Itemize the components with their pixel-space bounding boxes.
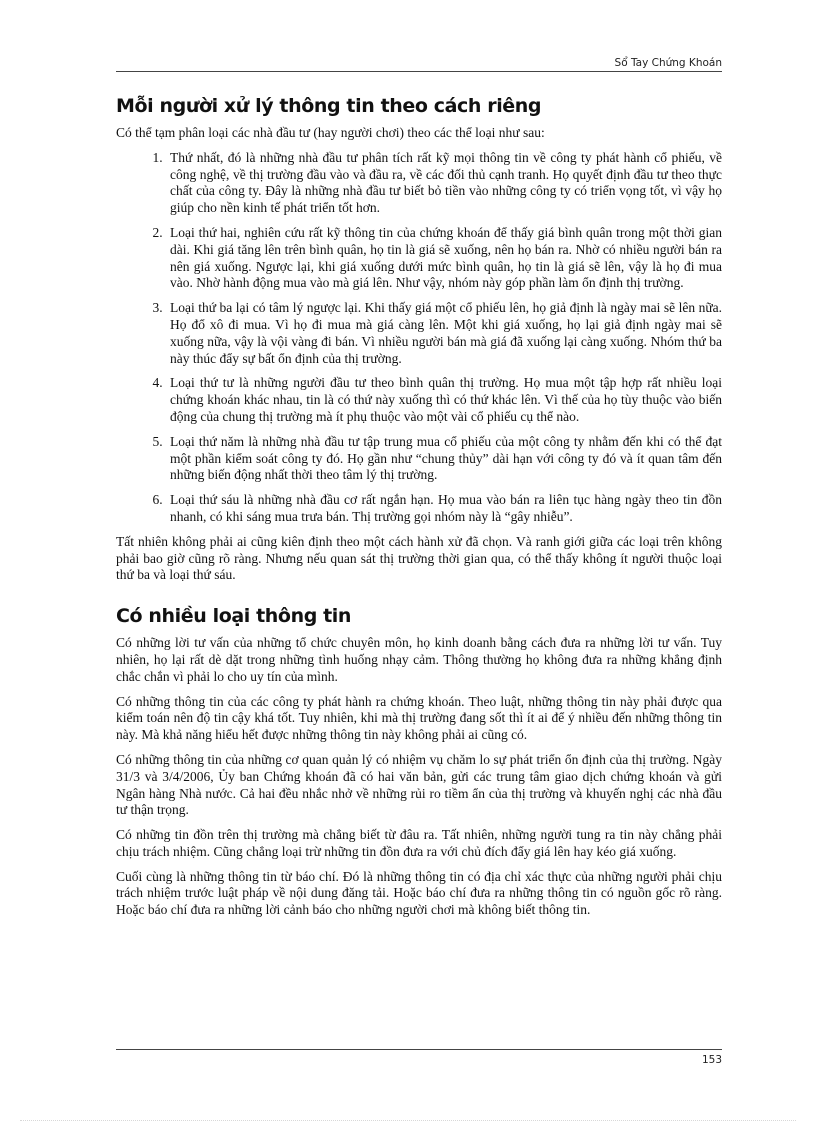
section-1-intro: Có thể tạm phân loại các nhà đầu tư (hay người chơi) theo các thể loại như sau: — [116, 125, 545, 140]
running-header: Sổ Tay Chứng Khoán — [614, 57, 722, 69]
paragraph: Có những lời tư vấn của những tổ chức chuyên môn, họ kinh doanh bằng cách đưa ra những lời tư vấn. Tuy nhiên, họ lại rất dè dặt trong những tình huống nhạy cảm. Thông thường họ không đưa ra những khẳng định chắc chắn vì phải lo cho uy tín của mình. — [116, 635, 722, 684]
list-item: 5. Loại thứ năm là những nhà đầu tư tập trung mua cổ phiếu của một công ty nhằm đến khi có thể đạt một phần kiểm soát công ty đó. Họ gần như “chung thủy” dài hạn với công ty đó và ít quan tâm đến những biến động nhất thời theo tâm lý thị trường. — [166, 434, 722, 484]
paragraph: Có những thông tin của các công ty phát hành ra chứng khoán. Theo luật, những thông tin này phải được qua kiểm toán nên độ tin cậy khá tốt. Tuy nhiên, khi mà thị trường đang sốt thì ít ai để ý nhiều đến những thông tin này. Mà khả năng hiểu hết được những thông tin này không phải ai cũng có. — [116, 693, 722, 743]
list-item: 1. Thứ nhất, đó là những nhà đầu tư phân tích rất kỹ mọi thông tin về công ty phát hành cổ phiếu, về công nghệ, về thị trường đầu vào và đầu ra, về các đối thủ cạnh tranh. Họ quyết định đầu tư theo thực chất của công ty. Đây là những nhà đầu tư biết bỏ tiền vào những công ty có triển vọng tốt, vì vậy họ giúp cho nền kinh tế phát triển tốt hơn. — [166, 150, 722, 217]
section-heading-1: Mỗi người xử lý thông tin theo cách riêng — [116, 95, 542, 117]
paragraph: Có những thông tin của những cơ quan quản lý có nhiệm vụ chăm lo sự phát triển ổn định của thị trường. Ngày 31/3 và 3/4/2006, Ủy ban Chứng khoán đã có hai văn bản, gửi các trung tâm giao dịch chứng khoán và gửi Ngân hàng Nhà nước. Cả hai đều nhắc nhở về những rủi ro tiềm ẩn của thị trường và khuyến nghị các nhà đầu tư thận trọng. — [116, 751, 722, 818]
page-edge-divider — [20, 1120, 796, 1121]
section-1-closing: Tất nhiên không phải ai cũng kiên định theo một cách hành xử đã chọn. Và ranh giới giữa các loại trên không phải bao giờ cũng rõ ràng. Nhưng nếu quan sát thị trường thời gian qua, có thể thấy không ít người thuộc loại thứ ba và loại thứ sáu. — [116, 533, 722, 583]
list-item: 3. Loại thứ ba lại có tâm lý ngược lại. Khi thấy giá một cổ phiếu lên, họ giả định là ngày mai sẽ lên nữa. Họ đổ xô đi mua. Vì họ đi mua mà giá càng lên. Một khi giá xuống, họ lại giả định ngày mai sẽ xuống nữa, vậy là vội vàng đi bán. Vì nhiều người bán mà giá đã xuống lại càng xuống. Nhóm thứ ba này thúc đẩy sự bất ổn định của thị trường. — [166, 300, 722, 367]
paragraph: Có những tin đồn trên thị trường mà chẳng biết từ đâu ra. Tất nhiên, những người tung ra tin này chẳng phải chịu trách nhiệm. Cũng chẳng loại trừ những tin đồn đưa ra với chủ đích đẩy giá lên hay kéo giá xuống. — [116, 827, 722, 859]
footer-rule — [116, 1049, 722, 1050]
list-item: 2. Loại thứ hai, nghiên cứu rất kỹ thông tin của chứng khoán để thấy giá bình quân trong một thời gian dài. Khi giá tăng lên trên bình quân, họ tin là giá sẽ xuống, nên họ bán ra. Nhờ có nhiều người bán ra nên giá xuống. Ngược lại, khi giá xuống dưới mức bình quân, họ tin là giá sẽ lên, vậy là họ đi mua vào. Nhờ hành động mua vào mà giá lên. Như vậy, nhóm này góp phần làm ổn định thị trường. — [166, 225, 722, 292]
page-content — [116, 94, 722, 927]
investor-types-list — [116, 150, 722, 526]
section-heading-2: Có nhiều loại thông tin — [116, 605, 352, 628]
header-rule — [116, 71, 722, 72]
list-item: 6. Loại thứ sáu là những nhà đầu cơ rất ngắn hạn. Họ mua vào bán ra liên tục hàng ngày theo tin đồn nhanh, có khi sáng mua trưa bán. Thị trường gọi nhóm này là “gây nhiễu”. — [166, 492, 722, 526]
page-number: 153 — [701, 1054, 722, 1066]
list-item: 4. Loại thứ tư là những người đầu tư theo bình quân thị trường. Họ mua một tập hợp rất nhiều loại chứng khoán khác nhau, tin là có thứ này xuống thì có thứ khác lên. Vì thế của họ tùy thuộc vào biến động của chung thị trường mà ít phụ thuộc vào một vài cổ phiếu cụ thể nào. — [166, 375, 722, 425]
paragraph: Cuối cùng là những thông tin từ báo chí. Đó là những thông tin có địa chỉ xác thực của những người phải chịu trách nhiệm trước luật pháp về nội dung đăng tải. Hoặc báo chí đưa ra những thông tin có nguồn gốc rõ ràng. Hoặc báo chí đưa ra những lời cảnh báo cho những người chơi mà không biết thông tin. — [116, 868, 722, 918]
